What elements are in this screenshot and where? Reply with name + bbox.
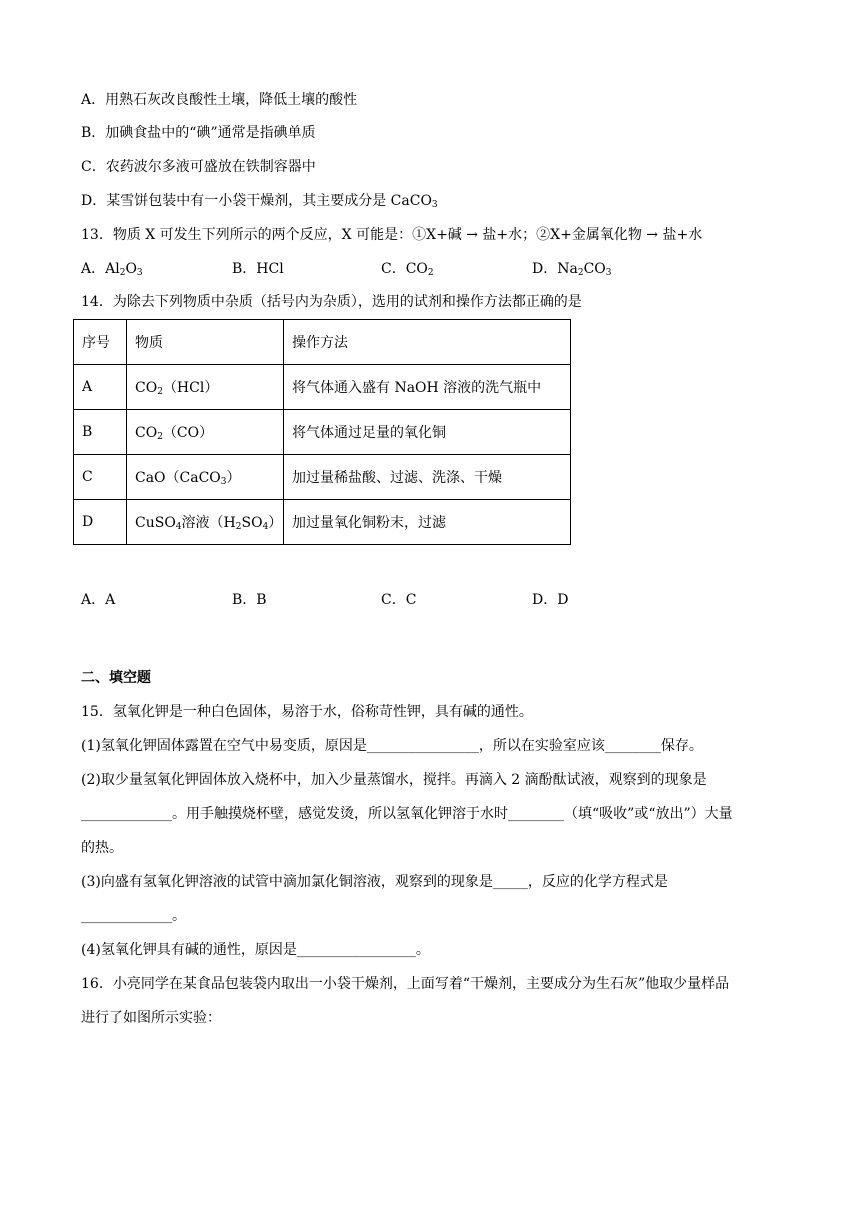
q14-option-c: C．C bbox=[381, 592, 417, 608]
q14-option-a: A．A bbox=[81, 592, 116, 608]
substance-sub: 4 bbox=[175, 522, 182, 532]
section-title: 二、填空题 bbox=[81, 670, 151, 686]
row-substance bbox=[127, 365, 284, 410]
row-no: A bbox=[74, 365, 127, 410]
header-substance: 物质 bbox=[127, 320, 284, 365]
row-no: C bbox=[74, 455, 127, 500]
q13-option-c bbox=[381, 259, 434, 279]
q15-part2-line2: _____________。用手触摸烧杯壁，感觉发烫，所以氢氧化钾溶于水时________（填“吸收”或“放出”）大量 bbox=[81, 806, 733, 822]
q12-option-d-subscript: 3 bbox=[431, 200, 438, 210]
substance-sub: 3 bbox=[220, 477, 227, 487]
row-substance bbox=[127, 500, 284, 545]
substance-text: CO bbox=[135, 425, 158, 441]
substance-sub: 2 bbox=[157, 432, 163, 442]
q14-stem: 14．为除去下列物质中杂质（括号内为杂质），选用的试剂和操作方法都正确的是 bbox=[81, 294, 582, 310]
substance-sub3: 4 bbox=[262, 522, 269, 532]
row-method: 将气体通入盛有 NaOH 溶液的洗气瓶中 bbox=[284, 365, 571, 410]
row-method: 加过量氧化铜粉末，过滤 bbox=[284, 500, 571, 545]
q16-line2: 进行了如图所示实验： bbox=[81, 1010, 221, 1026]
substance-text: CaO（CaCO bbox=[135, 470, 221, 486]
q15-stem: 15．氢氧化钾是一种白色固体，易溶于水，俗称苛性钾，具有碱的通性。 bbox=[81, 704, 533, 720]
q13-a-sub1: 2 bbox=[119, 268, 126, 278]
row-method: 将气体通过足量的氧化铜 bbox=[284, 410, 571, 455]
q12-option-c: C．农药波尔多液可盛放在铁制容器中 bbox=[81, 159, 316, 175]
q13-option-d bbox=[532, 259, 612, 279]
substance-sub: 2 bbox=[157, 387, 163, 397]
q13-d-text2: CO bbox=[583, 261, 606, 277]
q14-table bbox=[73, 319, 571, 545]
q13-d-sub2: 3 bbox=[605, 268, 612, 278]
row-substance bbox=[127, 455, 284, 500]
header-method: 操作方法 bbox=[284, 320, 571, 365]
table-row bbox=[74, 455, 571, 500]
row-substance bbox=[127, 410, 284, 455]
q12-option-a: A．用熟石灰改良酸性土壤，降低土壤的酸性 bbox=[81, 92, 358, 108]
substance-text3: SO bbox=[241, 515, 263, 531]
table-row bbox=[74, 410, 571, 455]
q15-part3-line1: (3)向盛有氢氧化钾溶液的试管中滴加氯化铜溶液，观察到的现象是_____，反应的化学方程式是 bbox=[81, 874, 668, 890]
q13-c-text: C．CO bbox=[381, 261, 428, 277]
row-method: 加过量稀盐酸、过滤、洗涤、干燥 bbox=[284, 455, 571, 500]
substance-text: CuSO bbox=[135, 515, 176, 531]
table-header-row bbox=[74, 320, 571, 365]
q12-option-d-text: D．某雪饼包装中有一小袋干燥剂，其主要成分是 CaCO bbox=[81, 193, 432, 209]
q14-option-b: B．B bbox=[232, 592, 267, 608]
substance-sub2: 2 bbox=[235, 522, 242, 532]
q13-option-b: B．HCl bbox=[232, 261, 284, 277]
q13-d-text1: D．Na bbox=[532, 261, 578, 277]
q15-part3-line2: _____________。 bbox=[81, 908, 186, 924]
substance-impurity: （HCl） bbox=[162, 380, 219, 396]
header-no: 序号 bbox=[74, 320, 127, 365]
substance-impurity: （CO） bbox=[162, 425, 214, 441]
substance-text: CO bbox=[135, 380, 158, 396]
row-no: B bbox=[74, 410, 127, 455]
substance-text2: 溶液（H bbox=[181, 515, 236, 531]
q15-part2-line3: 的热。 bbox=[81, 840, 123, 856]
q13-option-a bbox=[81, 259, 143, 279]
q12-option-b: B．加碘食盐中的“碘”通常是指碘单质 bbox=[81, 125, 316, 141]
q14-option-d: D．D bbox=[532, 592, 569, 608]
q13-a-sub2: 3 bbox=[136, 268, 143, 278]
substance-impurity: ） bbox=[226, 470, 241, 486]
table-row bbox=[74, 500, 571, 545]
q16-line1: 16．小亮同学在某食品包装袋内取出一小袋干燥剂，上面写着“干燥剂，主要成分为生石灰”他取少量样品 bbox=[81, 976, 730, 992]
q12-option-d bbox=[81, 191, 438, 211]
q15-part2-line1: (2)取少量氢氧化钾固体放入烧杯中，加入少量蒸馏水，搅拌。再滴入 2 滴酚酞试液，观察到的现象是 bbox=[81, 772, 707, 788]
table-row bbox=[74, 365, 571, 410]
row-no: D bbox=[74, 500, 127, 545]
q13-stem: 13．物质 X 可发生下列所示的两个反应，X 可能是：①X+碱 → 盐+水；②X+金属氧化物 → 盐+水 bbox=[81, 227, 703, 243]
q13-c-sub: 2 bbox=[427, 268, 434, 278]
substance-impurity: ） bbox=[268, 515, 283, 531]
q13-a-text1: A．Al bbox=[81, 261, 120, 277]
q13-d-sub1: 2 bbox=[577, 268, 584, 278]
q15-part1: (1)氢氧化钾固体露置在空气中易变质，原因是________________，所以在实验室应该________保存。 bbox=[81, 738, 703, 754]
q13-a-text2: O bbox=[125, 261, 137, 277]
q15-part4: (4)氢氧化钾具有碱的通性，原因是_________________。 bbox=[81, 942, 430, 958]
